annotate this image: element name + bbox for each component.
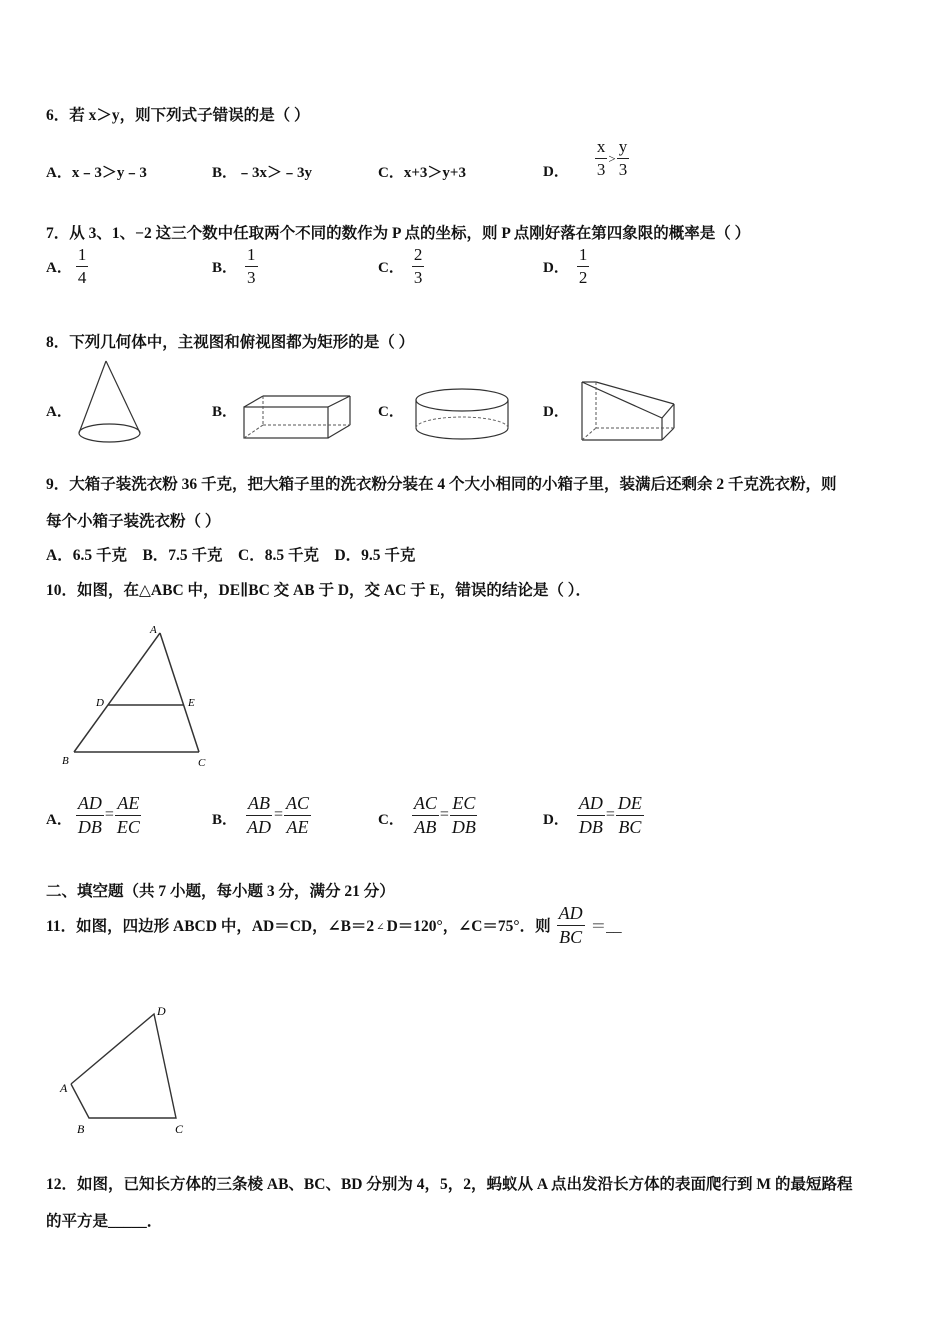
label-b: B	[77, 1122, 85, 1136]
q7-option-b: B． $\frac{1}{3}$	[212, 245, 256, 287]
cone-figure	[74, 358, 148, 448]
q7-option-d: D． $\frac{1}{2}$	[543, 245, 588, 287]
q10-option-b: B． $\frac{AB}{AD}$ = $\frac{AC}{AE}$	[212, 793, 310, 837]
q11-stem: 11．如图，四边形 ABCD 中，AD＝CD，∠B＝2 ∠ D＝120°，∠C＝75°．则 $\frac{AD}{BC}$ ＝__	[46, 903, 622, 947]
q6-option-b: B．﹣3x＞﹣3y	[212, 165, 313, 181]
label-c: C	[175, 1122, 184, 1136]
triangle-abc-figure	[58, 620, 218, 770]
q8-option-b-label: B．	[212, 404, 238, 420]
q6-option-d: D． $\frac{x}{3}$ > $\frac{y}{3}$	[543, 137, 628, 180]
quadrilateral-abcd-figure	[56, 1000, 196, 1140]
q6-option-a: A．x﹣3＞y﹣3	[46, 165, 147, 181]
label-b: B	[62, 755, 69, 767]
q8-option-a-label: A．	[46, 404, 72, 420]
label-d: D	[157, 1004, 166, 1018]
q10-stem: 10．如图，在△ABC 中，DE∥BC 交 AB 于 D，交 AC 于 E，错误的结论是（ ）．	[46, 582, 591, 599]
q6-stem: 6．若 x＞y，则下列式子错误的是（ ）	[46, 107, 310, 124]
label-c: C	[198, 757, 206, 769]
q8-stem: 8．下列几何体中，主视图和俯视图都为矩形的是（ ）	[46, 334, 415, 351]
q9-options: A．6.5 千克 B．7.5 千克 C．8.5 千克 D．9.5 千克	[46, 547, 416, 564]
q10-option-a: A． $\frac{AD}{DB}$ = $\frac{AE}{EC}$	[46, 793, 140, 837]
ad-over-bc-fraction: $\frac{AD}{BC}$	[558, 903, 583, 947]
cylinder-figure	[410, 386, 514, 446]
rectangular-prism-figure	[240, 393, 356, 443]
q9-stem-line2: 每个小箱子装洗衣粉（ ）	[46, 513, 221, 530]
q8-option-c-label: C．	[378, 404, 404, 420]
q7-stem: 7．从 3、1、−2 这三个数中任取两个不同的数作为 P 点的坐标，则 P 点刚好落在第四象限的概率是（ ）	[46, 225, 751, 242]
fraction: $\frac{y}{3}$	[618, 137, 628, 179]
q7-option-c: C． $\frac{2}{3}$	[378, 245, 423, 287]
label-a: A	[60, 1081, 68, 1095]
q7-option-a: A． $\frac{1}{4}$	[46, 245, 87, 287]
triangular-prism-figure	[576, 376, 678, 444]
q9-stem-line1: 9．大箱子装洗衣粉 36 千克，把大箱子里的洗衣粉分装在 4 个大小相同的小箱子里，装满后还剩余 2 千克洗衣粉，则	[46, 476, 837, 493]
section-2-heading: 二、填空题（共 7 小题，每小题 3 分，满分 21 分）	[46, 883, 395, 900]
label-e: E	[188, 697, 195, 709]
q8-option-d-label: D．	[543, 404, 569, 420]
q10-option-c: C． $\frac{AC}{AB}$ = $\frac{EC}{DB}$	[378, 793, 476, 837]
q10-option-d: D． $\frac{AD}{DB}$ = $\frac{DE}{BC}$	[543, 793, 642, 837]
label-d: D	[96, 697, 104, 709]
q6-option-c: C．x+3＞y+3	[378, 165, 466, 181]
fraction: $\frac{x}{3}$	[596, 137, 606, 179]
label-a: A	[150, 624, 157, 636]
q12-stem-line1: 12．如图，已知长方体的三条棱 AB、BC、BD 分别为 4，5，2，蚂蚁从 A 点出发沿长方体的表面爬行到 M 的最短路程	[46, 1176, 853, 1193]
q12-stem-line2: 的平方是_____．	[46, 1213, 163, 1230]
